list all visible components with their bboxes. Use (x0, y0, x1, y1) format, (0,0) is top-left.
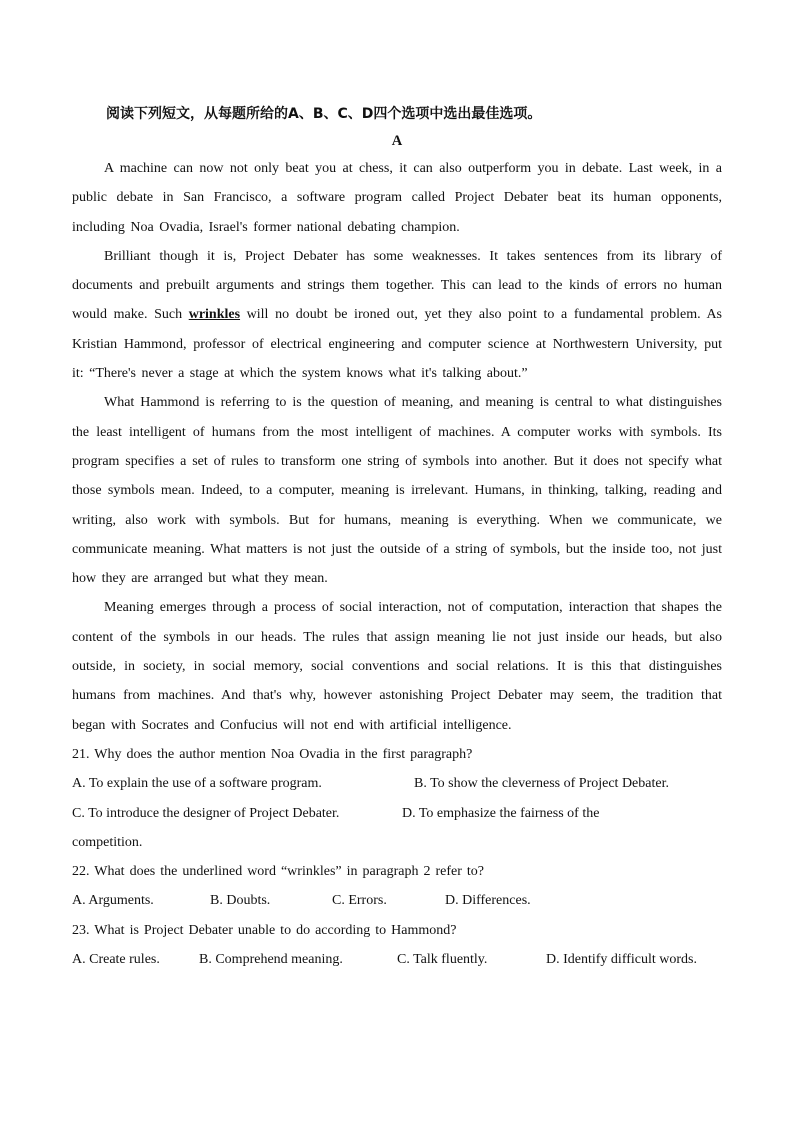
question-21-option-a: A. To explain the use of a software program. (72, 776, 322, 792)
question-21-option-b: B. To show the cleverness of Project Debater. (414, 776, 669, 792)
underlined-word: wrinkles (188, 307, 241, 323)
question-23-option-a: A. Create rules. (72, 952, 160, 968)
document-page (72, 100, 722, 974)
question-21-options-row-1 (72, 769, 722, 798)
question-21-options-row-2 (72, 799, 722, 828)
question-22-option-c: C. Errors. (332, 893, 387, 909)
question-22-options (72, 886, 722, 915)
question-23-option-b: B. Comprehend meaning. (199, 952, 343, 968)
paragraph-1: A machine can now not only beat you at chess, it can also outperform you in debate. Last week, in a public debate in San Francisco, a software program called Project Debater beat its human opponents, including Noa Ovadia, Israel's former national debating champion. (72, 161, 722, 235)
question-21-option-d: D. To emphasize the fairness of the (402, 805, 600, 821)
question-23-option-c: C. Talk fluently. (397, 952, 488, 968)
question-21-stem: 21. Why does the author mention Noa Ovadia in the first paragraph? (72, 746, 473, 762)
question-21-option-d-continued: competition. (72, 834, 143, 850)
question-22-option-d: D. Differences. (445, 893, 531, 909)
question-22-stem: 22. What does the underlined word “wrinkles” in paragraph 2 refer to? (72, 864, 484, 880)
paragraph-2-text-before: Brilliant though it is, Project Debater has some weaknesses. It takes sentences from its library of documents and prebuilt arguments and strings them together. This can lead to the kinds of errors no human would make. Such (72, 248, 722, 323)
paragraph-2 (72, 242, 722, 388)
question-23-options (72, 945, 722, 974)
question-23-option-d: D. Identify difficult words. (546, 952, 697, 968)
question-23-stem: 23. What is Project Debater unable to do according to Hammond? (72, 922, 457, 938)
question-22-option-b: B. Doubts. (210, 893, 271, 909)
paragraph-2-text-after: will no doubt be ironed out, yet they also point to a fundamental problem. As Kristian Hammond, professor of electrical engineering and computer science at Northwestern University, put it: “There's never a stage at which the system knows what it's talking about.” (72, 307, 723, 382)
question-22-option-a: A. Arguments. (72, 893, 154, 909)
instruction-heading: 阅读下列短文，从每题所给的A、B、C、D四个选项中选出最佳选项。 (106, 106, 542, 122)
paragraph-3: What Hammond is referring to is the question of meaning, and meaning is central to what distinguishes the least intelligent of humans from the most intelligent of machines. A computer works with symbols. Its program specifies a set of rules to transform one string of symbols into another. But it does not specify what those symbols mean. Indeed, to a computer, meaning is irrelevant. Humans, in thinking, talking, reading and writing, also work with symbols. But for humans, meaning is everything. When we communicate, we communicate meaning. What matters is not just the outside of a string of symbols, but the inside too, not just how they are arranged but what they mean. (72, 395, 722, 587)
question-21-option-c: C. To introduce the designer of Project Debater. (72, 805, 340, 821)
paragraph-4: Meaning emerges through a process of social interaction, not of computation, interaction that shapes the content of the symbols in our heads. The rules that assign meaning lie not just inside our heads, but also outside, in society, in social memory, social conventions and social relations. It is this that distinguishes humans from machines. And that's why, however astonishing Project Debater may seem, the tradition that began with Socrates and Confucius will not end with artificial intelligence. (72, 600, 722, 733)
section-label: A (391, 133, 403, 149)
